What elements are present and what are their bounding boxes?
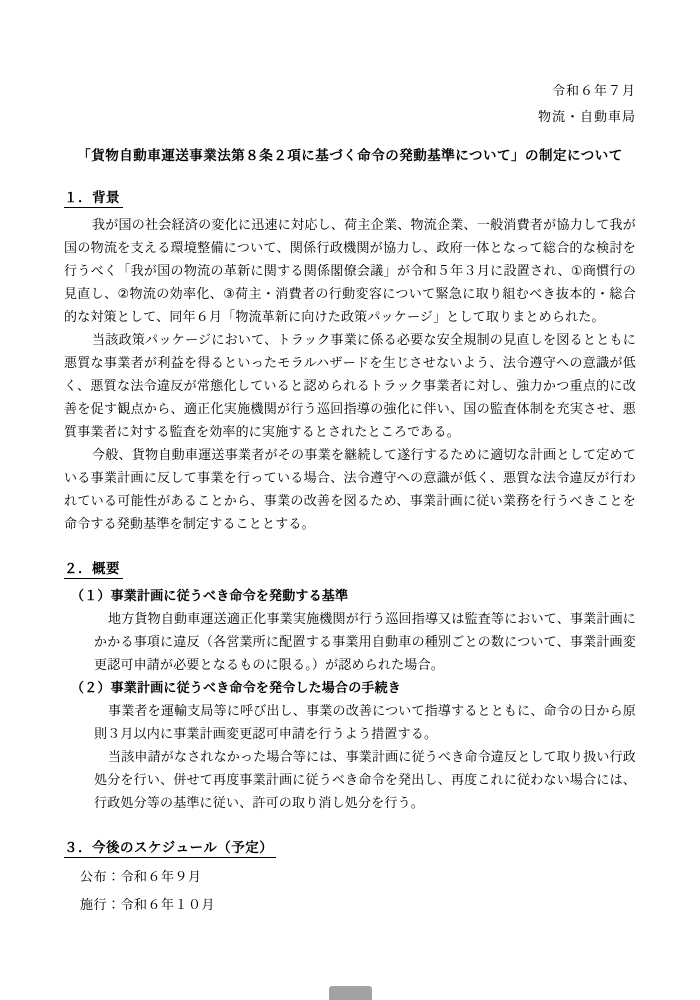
document-title: 「貨物自動車運送事業法第８条２項に基づく命令の発動基準について」の制定について bbox=[77, 148, 623, 163]
section-schedule-heading bbox=[64, 839, 636, 857]
overview-item2-paragraph-2: 当該申請がなされなかった場合等には、事業計画に従うべき命令違反として取り扱い行政処分を行い、併せて再度事業計画に従うべき命令を発出し、再度これに従わない場合には、行政処分等の基準に従い、許可の取り消し処分を行う。 bbox=[94, 749, 637, 810]
schedule-publication-line: 公布：令和６年９月 bbox=[80, 869, 202, 884]
background-paragraph-1: 我が国の社会経済の変化に迅速に対応し、荷主企業、物流企業、一般消費者が協力して我が国の物流を支える環境整備について、関係行政機関が協力し、政府一体となって総合的な検討を行うべく「我が国の物流の革新に関する関係閣僚会議」が令和５年３月に設置され、①商慣行の見直し、②物流の効率化、③荷主・消費者の行動変容について緊急に取り組むべき抜本的・総合的な対策として、同年６月「物流革新に向けた政策パッケージ」として取りまとめられた。 bbox=[64, 217, 636, 324]
document-department: 物流・自動車局 bbox=[537, 109, 636, 124]
overview-item1-heading: （１）事業計画に従うべき命令を発動する基準 bbox=[71, 588, 349, 603]
document-header bbox=[64, 78, 636, 130]
background-paragraph-3: 今般、貨物自動車運送事業者がその事業を継続して遂行するために適切な計画として定めている事業計画に反して事業を行っている場合、法令遵守への意識が低く、悪質な法令違反が行われている可能性があることから、事業の改善を図るため、事業計画に従い業務を行うべきことを命令する発動基準を制定することとする。 bbox=[64, 447, 636, 531]
section-overview-heading-text: ２．概要 bbox=[64, 561, 123, 579]
section-overview-heading bbox=[64, 560, 636, 578]
section-overview bbox=[64, 560, 636, 814]
overview-item2-paragraph-1: 事業者を運輸支局等に呼び出し、事業の改善について指導するとともに、命令の日から原則３月以内に事業計画変更認可申請を行うよう措置する。 bbox=[94, 703, 636, 741]
section-background bbox=[64, 189, 636, 535]
overview-item2-heading: （２）事業計画に従うべき命令を発令した場合の手続き bbox=[71, 680, 402, 695]
overview-item1-body: 地方貨物自動車運送適正化事業実施機関が行う巡回指導又は監査等において、事業計画にかかる事項に違反（各営業所に配置する事業用自動車の種別ごとの数について、事業計画変更認可申請が必要となるものに限る。）が認められた場合。 bbox=[94, 611, 636, 672]
schedule-enforcement-line: 施行：令和６年１０月 bbox=[80, 897, 216, 912]
document-date: 令和６年７月 bbox=[551, 83, 636, 98]
section-background-heading-text: １．背景 bbox=[64, 190, 123, 208]
section-schedule bbox=[64, 839, 636, 919]
pdf-toolbar-fragment[interactable] bbox=[329, 986, 372, 1000]
section-background-heading bbox=[64, 189, 636, 207]
section-schedule-heading-text: ３．今後のスケジュール（予定） bbox=[64, 840, 276, 858]
background-paragraph-2: 当該政策パッケージにおいて、トラック事業に係る必要な安全規制の見直しを図るとともに悪質な事業者が利益を得るといったモラルハザードを生じさせないよう、法令遵守への意識が低く、悪質な法令違反が常態化していると認められるトラック事業者に対し、強力かつ重点的に改善を促す観点から、適正化実施機関が行う巡回指導の強化に伴い、国の監査体制を充実させ、悪質事業者に対する監査を効率的に実施するとされたところである。 bbox=[64, 332, 636, 439]
